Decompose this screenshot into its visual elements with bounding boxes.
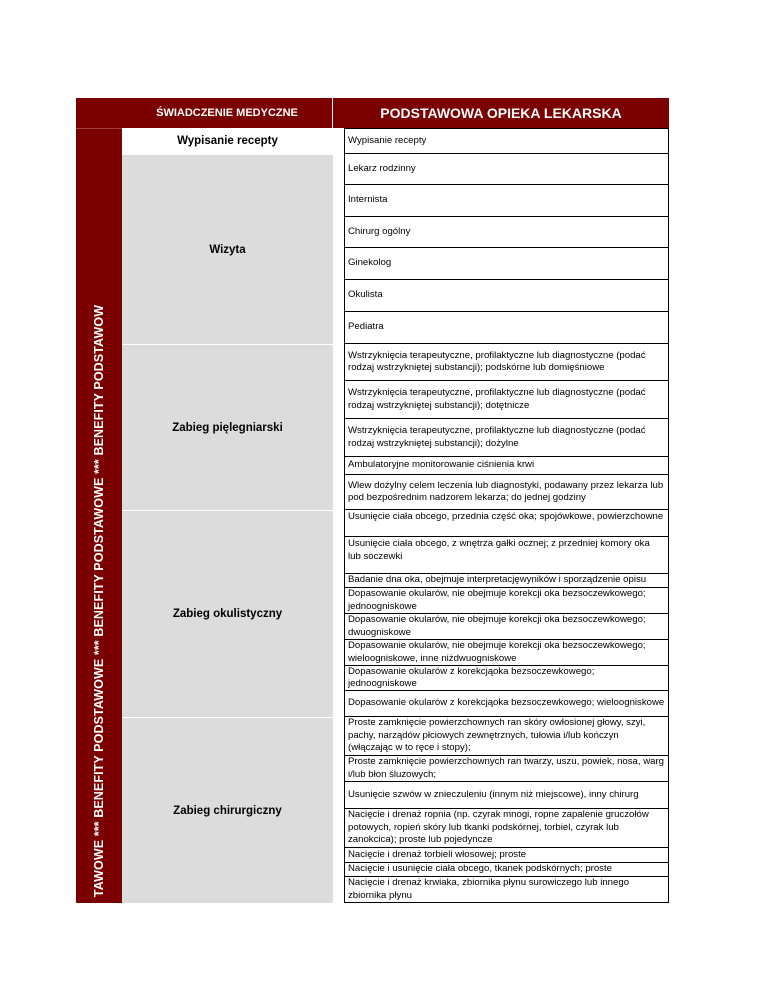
row-wstrzykniecia-dotetnicze: Wstrzyknięcia terapeutyczne, profilaktyczne lub diagnostyczne (podać rodzaj wstrzykniętej substancji); dotętnicze (344, 381, 669, 419)
sidebar-header-cell (76, 98, 122, 129)
sidebar-band (76, 98, 122, 903)
row-drenaz-ropnia: Nacięcie i drenaż ropnia (np. czyrak mnogi, ropne zapalenie gruczołów potowych, ropień skóry lub tkanki podskórnej, torbiel, czyrak lub zanokcica); proste lub pojedyncze (344, 809, 669, 848)
row-pediatra: Pediatra (344, 312, 669, 344)
category-pielegniarski: Zabieg pięlegniarski (122, 344, 333, 510)
benefits-table (76, 98, 669, 903)
row-wlew-dozylny: Wlew dożylny celem leczenia lub diagnostyki, podawany przez lekarza lub pod bezpośrednim nadzorem lekarza; do jednej godziny (344, 475, 669, 510)
category-chirurgiczny: Zabieg chirurgiczny (122, 717, 333, 903)
row-ginekolog: Ginekolog (344, 248, 669, 280)
row-wstrzykniecia-dozylne: Wstrzyknięcia terapeutyczne, profilaktyczne lub diagnostyczne (podać rodzaj wstrzykniętej substancji); dożylne (344, 419, 669, 457)
row-okulary-wieloogniskowe: Dopasowanie okularów, nie obejmuje korekcji oka bezsoczewkowego; wieloogniskowe, inne niżdwuogniskowe (344, 640, 669, 666)
category-okulistyczny: Zabieg okulistyczny (122, 510, 333, 717)
row-okulary-jednoogniskowe: Dopasowanie okularów, nie obejmuje korekcji oka bezsoczewkowego; jednoogniskowe (344, 588, 669, 614)
row-okulary-bezsoczewkowe-wielo: Dopasowanie okularów z korekcjąoka bezsoczewkowego; wieloogniskowe (344, 691, 669, 717)
row-wstrzykniecia-podskorne: Wstrzyknięcia terapeutyczne, profilaktyczne lub diagnostyczne (podać rodzaj wstrzykniętej substancji); podskórne lub domięśniowe (344, 344, 669, 381)
row-drenaz-krwiaka: Nacięcie i drenaż krwiaka, zbiornika płynu surowiczego lub innego zbiornika płynu (344, 877, 669, 903)
row-cialo-obce-przednia: Usunięcie ciała obcego, przednia część oka; spojówkowe, powierzchowne (344, 510, 669, 537)
header-service-column: ŚWIADCZENIE MEDYCZNE (122, 98, 333, 128)
row-monitorowanie-cisnienia: Ambulatoryjne monitorowanie ciśnienia krwi (344, 457, 669, 475)
row-okulary-bezsoczewkowe-jedno: Dopasowanie okularów z korekcjąoka bezsoczewkowego; jednoogniskowe (344, 666, 669, 691)
row-usuniecie-ciala-obcego: Nacięcie i usunięcie ciała obcego, tkanek podskórnych; proste (344, 863, 669, 877)
row-lekarz-rodzinny: Lekarz rodzinny (344, 154, 669, 185)
row-usuniecie-szwow: Usunięcie szwów w znieczuleniu (innym niż miejscowe), inny chirurg (344, 782, 669, 809)
category-recepta: Wypisanie recepty (122, 128, 333, 154)
row-okulary-dwuogniskowe: Dopasowanie okularów, nie obejmuje korekcji oka bezsoczewkowego; dwuogniskowe (344, 614, 669, 640)
row-wypisanie-recepty: Wypisanie recepty (344, 128, 669, 154)
row-drenaz-torbieli: Nacięcie i drenaż torbieli włosowej; proste (344, 848, 669, 863)
row-chirurg-ogolny: Chirurg ogólny (344, 217, 669, 248)
category-wizyta: Wizyta (122, 154, 333, 344)
row-badanie-dna-oka: Badanie dna oka, obejmuje interpretacjęwyników i sporządzenie opisu (344, 574, 669, 588)
row-okulista: Okulista (344, 280, 669, 312)
row-internista: Internista (344, 185, 669, 217)
row-zamkniecie-ran-twarzy: Proste zamknięcie powierzchownych ran twarzy, uszu, powiek, nosa, warg i/lub błon śluzowych; (344, 756, 669, 782)
row-cialo-obce-wnetrze: Usunięcie ciała obcego, z wnętrza gałki ocznej; z przedniej komory oka lub soczewki (344, 537, 669, 574)
sidebar-vertical-text: TAWOWE *** BENEFITY PODSTAWOWE *** BENEFITY PODSTAWOWE *** BENEFITY PODSTAWOW (92, 304, 106, 898)
row-zamkniecie-ran-glowy: Proste zamknięcie powierzchownych ran skóry owłosionej głowy, szyi, pachy, narządów płciowych zewnętrznych, tułowia i/lub kończyn (włączając w to ręce i stopy); (344, 717, 669, 756)
header-care-column: PODSTAWOWA OPIEKA LEKARSKA (333, 98, 669, 128)
